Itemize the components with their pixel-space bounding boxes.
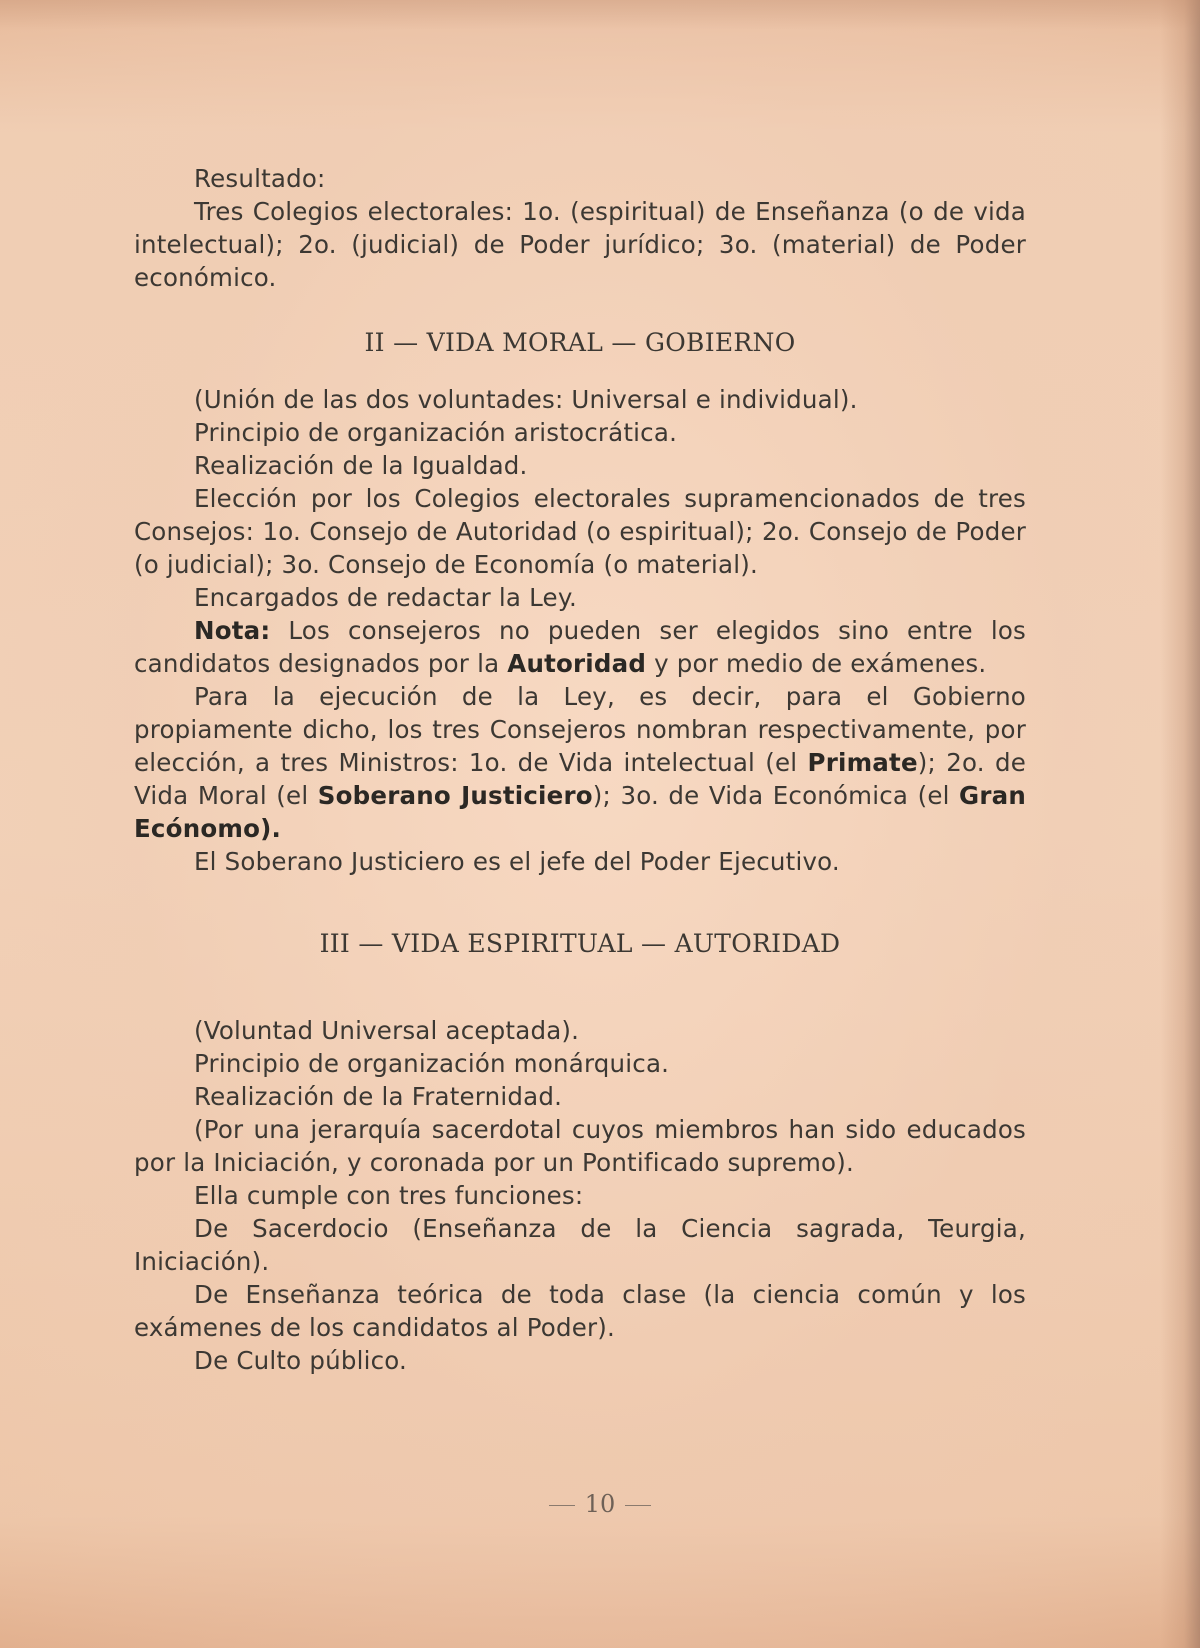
paragraph-union: (Unión de las dos voluntades: Universal e individual). <box>194 385 858 414</box>
ejecucion-text-2: ); 2o. de Vida Moral (el <box>134 748 1026 810</box>
paragraph-ejecucion <box>134 680 1026 845</box>
section-heading-vida-moral: II — VIDA MORAL — GOBIERNO <box>364 328 796 357</box>
paragraph-colegios: Tres Colegios electorales: 1o. (espiritual) de Enseñanza (o de vida intelectual); 2o. (judicial) de Poder jurídico; 3o. (material) de Poder económico. <box>134 197 1026 292</box>
nota-label: Nota: <box>194 616 271 645</box>
paragraph-nota <box>134 614 1026 680</box>
paragraph-encargados: Encargados de redactar la Ley. <box>194 583 578 612</box>
paragraph-voluntad: (Voluntad Universal aceptada). <box>194 1016 580 1045</box>
paragraph-culto: De Culto público. <box>194 1346 408 1375</box>
page-number <box>0 1490 1200 1518</box>
paragraph-eleccion-consejos: Elección por los Colegios electorales supramencionados de tres Consejos: 1o. Consejo de Autoridad (o espiritual); 2o. Consejo de Poder (o judicial); 3o. Consejo de Economía (o material). <box>134 484 1026 579</box>
ejecucion-bold-gran-economo: Gran Ecónomo). <box>134 781 1027 843</box>
paragraph-jerarquia: (Por una jerarquía sacerdotal cuyos miembros han sido educados por la Iniciación, y coronada por un Pontificado supremo). <box>134 1115 1026 1177</box>
body-text <box>134 162 1026 1377</box>
section-heading-vida-espiritual: III — VIDA ESPIRITUAL — AUTORIDAD <box>319 929 841 958</box>
paragraph-soberano-jefe: El Soberano Justiciero es el jefe del Poder Ejecutivo. <box>194 847 840 876</box>
paragraph-ensenanza: De Enseñanza teórica de toda clase (la ciencia común y los exámenes de los candidatos al Poder). <box>134 1280 1026 1342</box>
paragraph-funciones: Ella cumple con tres funciones: <box>194 1181 584 1210</box>
paragraph-sacerdocio: De Sacerdocio (Enseñanza de la Ciencia sagrada, Teurgia, Iniciación). <box>134 1214 1026 1276</box>
page-number-dash-right <box>625 1505 651 1506</box>
paragraph-principio-monarquica: Principio de organización monárquica. <box>194 1049 670 1078</box>
page-number-value: 10 <box>584 1490 616 1518</box>
page-number-dash-left <box>549 1505 575 1506</box>
paragraph-igualdad: Realización de la Igualdad. <box>194 451 528 480</box>
ejecucion-text-3: ); 3o. de Vida Económica (el <box>592 781 960 810</box>
paragraph-fraternidad: Realización de la Fraternidad. <box>194 1082 563 1111</box>
nota-bold-autoridad: Autoridad <box>507 649 647 678</box>
ejecucion-text-1: Para la ejecución de la Ley, es decir, para el Gobierno propiamente dicho, los tres Consejeros nombran respectivamente, por elección, a tres Ministros: 1o. de Vida intelectual (el <box>134 682 1026 777</box>
ejecucion-bold-primate: Primate <box>807 748 918 777</box>
nota-text-1: Los consejeros no pueden ser elegidos sino entre los candidatos designados por la <box>134 616 1026 678</box>
nota-text-2: y por medio de exámenes. <box>646 649 987 678</box>
paragraph-principio-aristocratica: Principio de organización aristocrática. <box>194 418 678 447</box>
paragraph-resultado: Resultado: <box>194 164 326 193</box>
ejecucion-bold-soberano: Soberano Justiciero <box>317 781 593 810</box>
